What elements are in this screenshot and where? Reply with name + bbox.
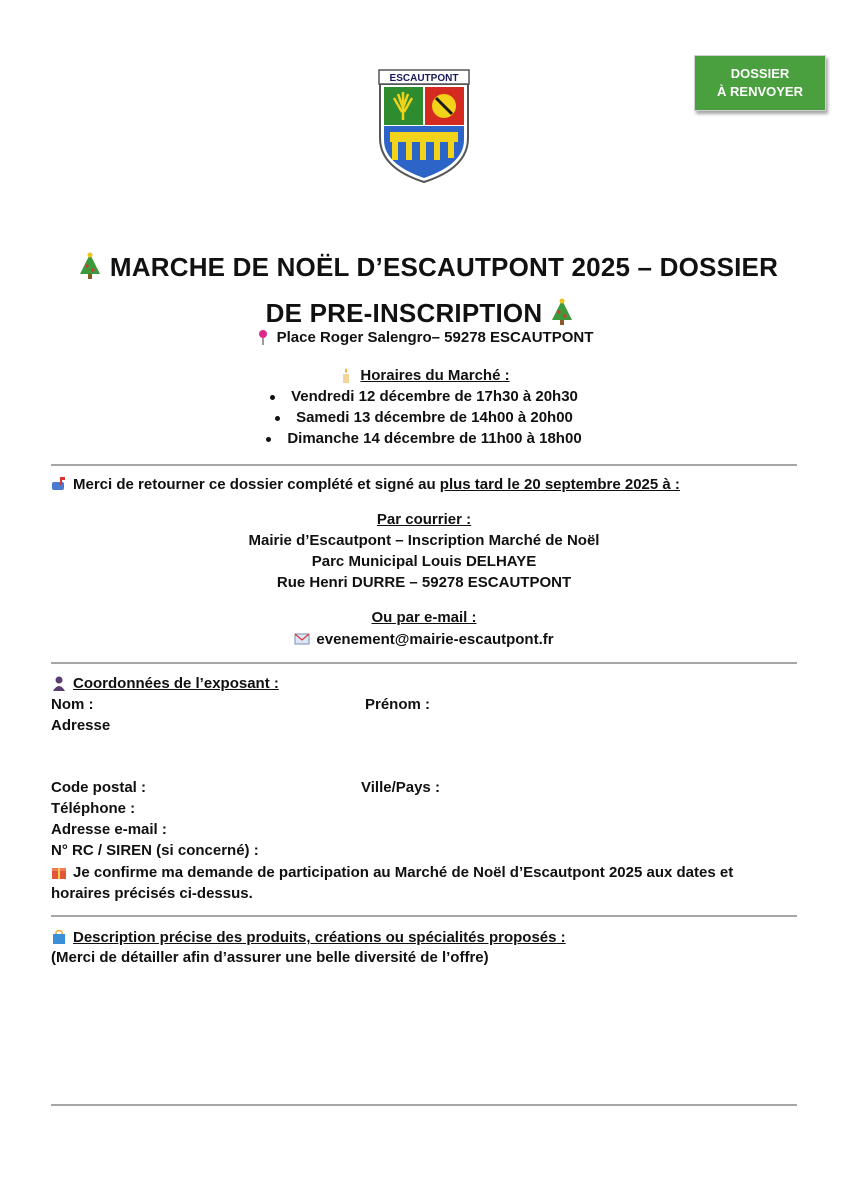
mail-heading-text: Par courrier : xyxy=(376,511,472,528)
mail-address-line: Mairie d’Escautpont – Inscription Marché de Noël xyxy=(248,532,600,549)
mailbox-icon xyxy=(51,476,67,492)
schedule-list xyxy=(0,386,848,449)
divider xyxy=(51,464,797,466)
description-note: (Merci de détailler afin d’assurer une belle diversité de l’offre) xyxy=(51,949,489,966)
confirmation-line-1: Je confirme ma demande de participation au Marché de Noël d’Escautpont 2025 aux dates et xyxy=(73,864,734,881)
exhibitor-heading-text: Coordonnées de l’exposant : xyxy=(73,675,279,692)
mail-heading xyxy=(0,509,848,530)
email-heading xyxy=(0,607,848,628)
divider xyxy=(51,915,797,917)
badge-line-2: À RENVOYER xyxy=(717,84,803,99)
confirmation-text xyxy=(51,862,733,883)
description-heading xyxy=(51,927,566,948)
return-notice-text: Merci de retourner ce dossier complété et signé au xyxy=(73,476,440,493)
schedule-item-text: Dimanche 14 décembre de 11h00 à 18h00 xyxy=(287,430,582,447)
town-crest-logo xyxy=(376,68,472,184)
gift-icon xyxy=(51,864,67,880)
field-telephone-label: Téléphone : xyxy=(51,800,136,817)
mail-address-line: Rue Henri DURRE – 59278 ESCAUTPONT xyxy=(276,574,572,591)
dossier-badge xyxy=(694,55,826,111)
schedule-item-text: Samedi 13 décembre de 14h00 à 20h00 xyxy=(296,409,573,426)
field-code-postal-label: Code postal : xyxy=(51,779,147,796)
list-item xyxy=(0,428,848,449)
person-silhouette-icon xyxy=(51,675,67,691)
list-item xyxy=(0,407,848,428)
email-line xyxy=(0,629,848,650)
svg-text:ESCAUTPONT: ESCAUTPONT xyxy=(389,73,459,84)
email-heading-text: Ou par e-mail : xyxy=(371,609,477,626)
field-ville-label: Ville/Pays : xyxy=(361,779,440,796)
christmas-tree-icon xyxy=(550,298,574,326)
pushpin-icon xyxy=(255,329,271,345)
christmas-tree-icon xyxy=(78,252,102,280)
return-deadline: plus tard le 20 septembre 2025 à : xyxy=(439,476,680,493)
schedule-heading xyxy=(0,367,848,384)
page-title xyxy=(40,246,808,334)
field-email-label: Adresse e-mail : xyxy=(51,821,167,838)
exhibitor-heading xyxy=(51,673,279,694)
email-address-link[interactable]: evenement@mairie-escautpont.fr xyxy=(316,631,554,648)
field-adresse-label: Adresse xyxy=(51,717,111,734)
shopping-bag-icon xyxy=(51,929,67,945)
location-line xyxy=(0,329,848,346)
location-text: Place Roger Salengro– 59278 ESCAUTPONT xyxy=(276,329,594,346)
schedule-item-text: Vendredi 12 décembre de 17h30 à 20h30 xyxy=(291,388,578,405)
field-prenom-label: Prénom : xyxy=(365,696,431,713)
candle-icon xyxy=(338,367,354,383)
badge-line-1: DOSSIER xyxy=(730,66,790,81)
envelope-icon xyxy=(294,631,310,647)
field-siren-label: N° RC / SIREN (si concerné) : xyxy=(51,842,259,859)
field-nom-label: Nom : xyxy=(51,696,94,713)
schedule-heading-text: Horaires du Marché : xyxy=(360,367,510,384)
return-notice xyxy=(51,474,680,495)
divider xyxy=(51,662,797,664)
title-line-1: MARCHE DE NOËL D’ESCAUTPONT 2025 – DOSSIER xyxy=(109,252,779,282)
confirmation-line-2: horaires précisés ci-dessus. xyxy=(51,885,253,902)
mail-address-line: Parc Municipal Louis DELHAYE xyxy=(311,553,537,570)
divider xyxy=(51,1104,797,1106)
list-item xyxy=(0,386,848,407)
title-line-2: DE PRE-INSCRIPTION xyxy=(265,298,543,328)
description-heading-text: Description précise des produits, créations ou spécialités proposés : xyxy=(73,929,566,946)
